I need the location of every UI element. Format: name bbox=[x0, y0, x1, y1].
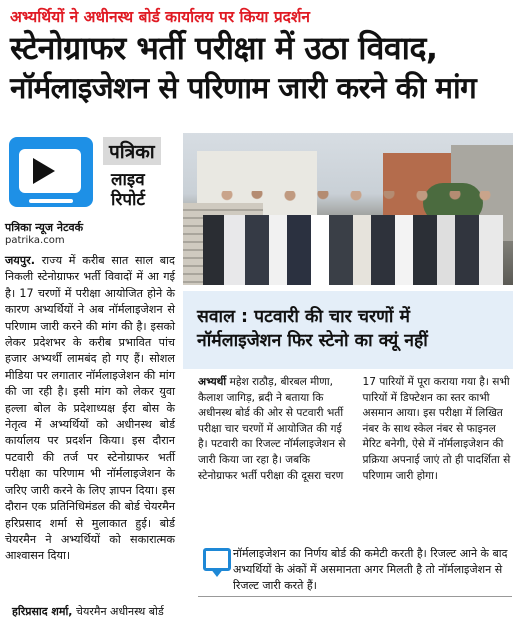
dateline: जयपुर. bbox=[5, 254, 35, 267]
byline-agency: पत्रिका न्यूज नेटवर्क bbox=[5, 221, 84, 234]
subheadline-box bbox=[183, 291, 513, 369]
live-report-logo bbox=[5, 134, 175, 224]
headline-line-2: नॉर्मलाइजेशन से परिणाम जारी करने की मांग bbox=[10, 71, 477, 105]
main-headline bbox=[10, 28, 510, 108]
subheadline-line-1: सवाल : पटवारी की चार चरणों में bbox=[197, 307, 410, 327]
live-label: लाइव bbox=[111, 170, 145, 190]
subheadline bbox=[197, 305, 507, 353]
protest-photo bbox=[183, 133, 513, 285]
quote-attribution bbox=[12, 604, 164, 619]
report-label: रिपोर्ट bbox=[111, 190, 145, 210]
quote-text: नॉर्मलाइजेशन का निर्णय बोर्ड की कमेटी करती है। रिजल्ट आने के बाद अभ्यर्थियों के अंकों में असमानता अगर मिलती है तो नॉर्मलाइजेशन से रिजल्ट जारी करते हैं। bbox=[233, 547, 508, 592]
video-play-icon bbox=[9, 137, 93, 207]
brand-name: पत्रिका bbox=[103, 137, 161, 165]
story-right-columns bbox=[198, 375, 513, 484]
kicker-headline: अभ्यर्थियों ने अधीनस्थ बोर्ड कार्यालय पर किया प्रदर्शन bbox=[10, 8, 311, 26]
right-story-text: महेश राठौड़, बीरबल मीणा, कैलाश जागिड़, ब्रदी ने बताया कि अधीनस्थ बोर्ड की ओर से पटवारी भर्ती परीक्षा चार चरणों में आयोजित की गई है। पटवारी का रिजल्ट नॉर्मलाइजेशन से जारी किया जा रहा है। जबकि स्टेनोग्राफर भर्ती परीक्षा की दूसरा चरण 17 पारियों में पूरा कराया गया है। सभी पारियों में डिफ्टेशन का स्तर काभी असमान आया। इस परीक्षा में लिखित नंबर के साथ स्केल नंबर से फाइनल मेरिट बनेगी, ऐसे में नॉर्मलाइजेशन की प्रक्रिया अपनाई जाएं तो ही पादर्शिता से परिणाम जारी होगा। bbox=[198, 376, 511, 482]
story-left-column bbox=[5, 253, 175, 565]
subheadline-line-2: नॉर्मलाइजेशन फिर स्टेनो का क्यूं नहीं bbox=[197, 331, 428, 351]
quote-box bbox=[198, 540, 512, 598]
headline-line-1: स्टेनोग्राफर भर्ती परीक्षा में उठा विवाद, bbox=[10, 29, 438, 67]
right-lead: अभ्यर्थी bbox=[198, 376, 227, 388]
live-report-label bbox=[111, 170, 145, 210]
quote-role: चेयरमैन अधीनस्थ बोर्ड bbox=[76, 605, 164, 618]
divider bbox=[198, 596, 512, 597]
quote-name: हरिप्रसाद शर्मा, bbox=[12, 605, 73, 618]
story-text: राज्य में करीब सात साल बाद निकली स्टेनोग्राफर भर्ती विवादों में आ गई है। 17 चरणों में परीक्षा आयोजित होने के कारण अभ्यर्थियों ने अब नॉर्मलाइजेशन से परिणाम जारी करने की मांग की है। इसको लेकर प्रदेशभर के करीब प्रभावित पांच हजार अभ्यर्थी लामबंद हो गए हैं। सोशल मीडिया पर लगातार नॉर्मलाइजेशन की मांग की जा रही है। इसी मांग को लेकर युवा हल्ला बोल के प्रदेशाध्यक्ष ईरा बोस के नेतृत्व में अभ्यर्थियों को अधीनस्थ बोर्ड कार्यालय पर प्रदर्शन किया। इस दौरान पटवारी की तर्ज पर स्टेनोग्राफर भर्ती परीक्षा का परिणाम भी नॉर्मलाइजेशन के जरिए जारी करने के लिए ज्ञापन दिया। इस दौरान एक प्रतिनिधिमंडल की बोर्ड चेयरमैन हरिप्रसाद शर्मा से मुलाकात हुई। बोर्ड चेयरमैन ने अभ्यर्थियों को सकारात्मक आश्वासन दिया। bbox=[5, 254, 175, 563]
byline-site: patrika.com bbox=[5, 235, 65, 246]
